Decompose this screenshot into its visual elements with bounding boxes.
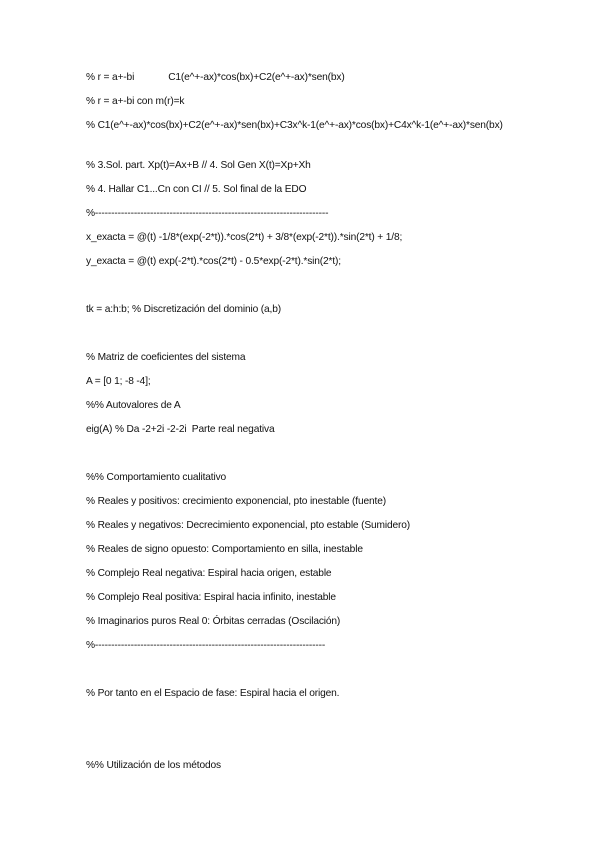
comment-line-pure-imaginary: % Imaginarios puros Real 0: Órbitas cerradas (Oscilación) bbox=[86, 616, 341, 627]
comment-line-general-solution: % C1(e^+-ax)*cos(bx)+C2(e^+-ax)*sen(bx)+C3x^k-1(e^+-ax)*cos(bx)+C4x^k-1(e^+-ax)*sen(bx) bbox=[86, 120, 503, 131]
comment-line-real-negative: % Reales y negativos: Decrecimiento exponencial, pto estable (Sumidero) bbox=[86, 520, 411, 531]
comment-separator-2: %----------------------------------------------------------------------- bbox=[86, 640, 326, 651]
code-line-eig: eig(A) % Da -2+2i -2-2i Parte real negativa bbox=[86, 424, 275, 435]
comment-line-phase-space: % Por tanto en el Espacio de fase: Espiral hacia el origen. bbox=[86, 688, 340, 699]
comment-separator-1: %------------------------------------------------------------------------ bbox=[86, 208, 329, 219]
section-heading-behavior: %% Comportamiento cualitativo bbox=[86, 472, 227, 483]
section-heading-eigenvalues: %% Autovalores de A bbox=[86, 400, 181, 411]
code-line-x-exacta: x_exacta = @(t) -1/8*(exp(-2*t)).*cos(2*t) + 3/8*(exp(-2*t)).*sin(2*t) + 1/8; bbox=[86, 232, 403, 243]
comment-line-particular-solution: % 3.Sol. part. Xp(t)=Ax+B // 4. Sol Gen X(t)=Xp+Xh bbox=[86, 160, 311, 171]
comment-line-real-positive: % Reales y positivos: crecimiento exponencial, pto inestable (fuente) bbox=[86, 496, 386, 507]
section-heading-methods: %% Utilización de los métodos bbox=[86, 760, 221, 771]
comment-line-constants: % 4. Hallar C1...Cn con CI // 5. Sol final de la EDO bbox=[86, 184, 307, 195]
comment-line-complex-negative: % Complejo Real negativa: Espiral hacia origen, estable bbox=[86, 568, 332, 579]
comment-roots-solution: C1(e^+-ax)*cos(bx)+C2(e^+-ax)*sen(bx) bbox=[168, 72, 345, 83]
code-line-y-exacta: y_exacta = @(t) exp(-2*t).*cos(2*t) - 0.5*exp(-2*t).*sin(2*t); bbox=[86, 256, 341, 267]
comment-line-roots-formula bbox=[86, 71, 345, 84]
comment-line-complex-positive: % Complejo Real positiva: Espiral hacia infinito, inestable bbox=[86, 592, 336, 603]
comment-roots-label: % r = a+-bi bbox=[86, 72, 135, 83]
comment-line-multiplicity: % r = a+-bi con m(r)=k bbox=[86, 96, 185, 107]
code-line-discretization: tk = a:h:b; % Discretización del dominio (a,b) bbox=[86, 304, 281, 315]
comment-line-matrix: % Matriz de coeficientes del sistema bbox=[86, 352, 246, 363]
comment-line-opposite-sign: % Reales de signo opuesto: Comportamiento en silla, inestable bbox=[86, 544, 363, 555]
code-line-matrix-a: A = [0 1; -8 -4]; bbox=[86, 376, 151, 387]
